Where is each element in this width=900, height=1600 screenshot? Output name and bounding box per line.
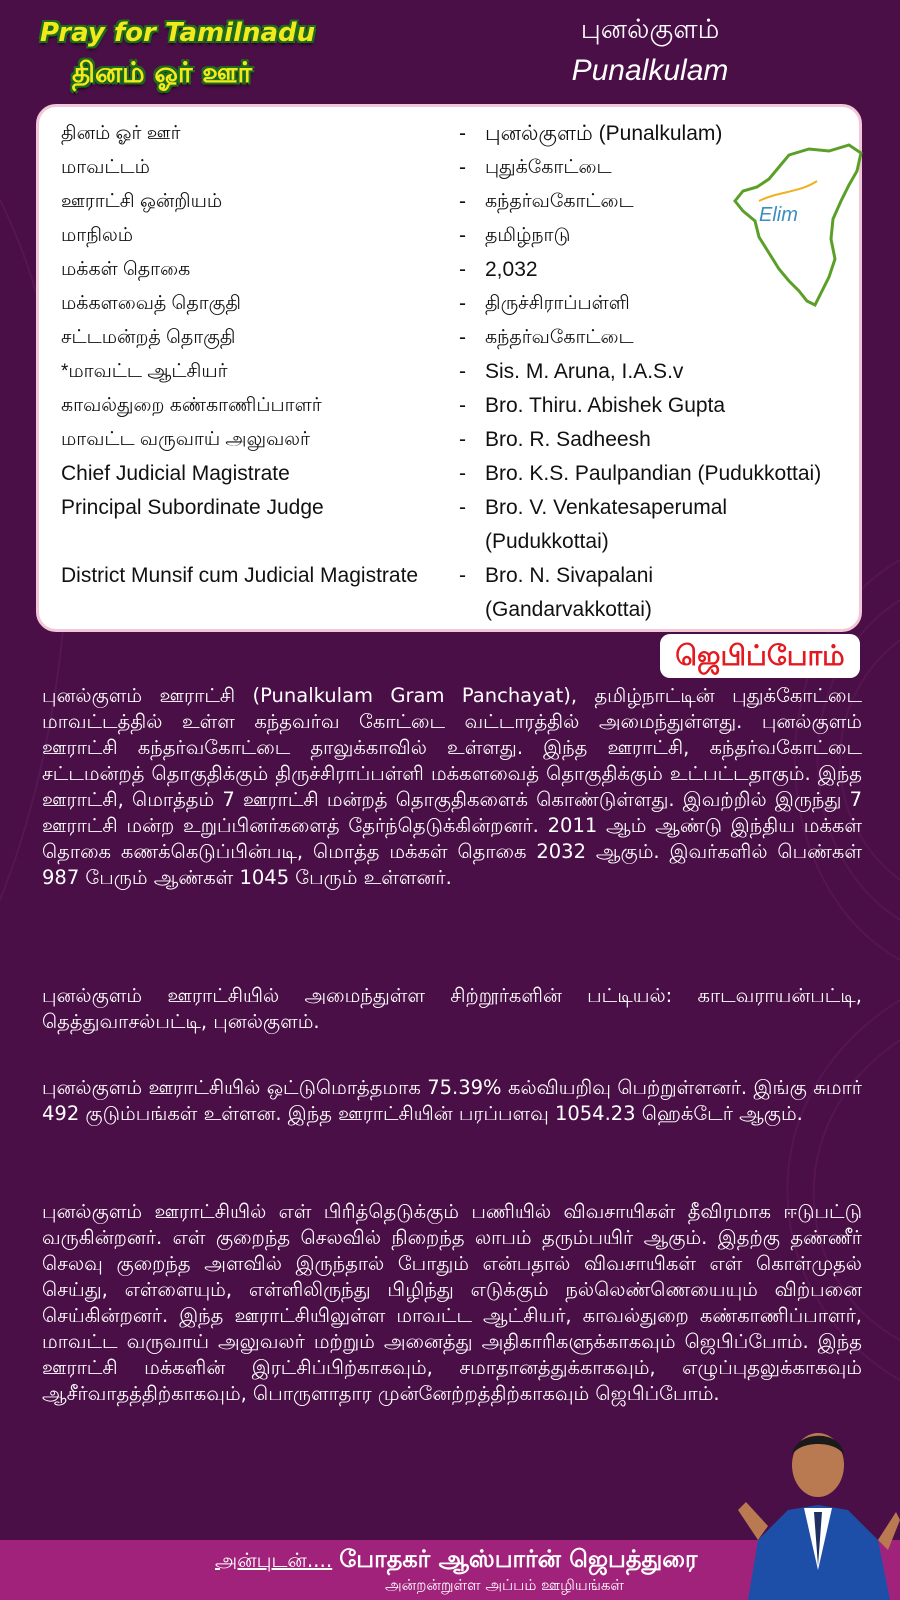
- info-row: காவல்துறை கண்காணிப்பாளர் - Bro. Thiru. Abishek Gupta: [61, 389, 881, 423]
- info-label: சட்டமன்றத் தொகுதி: [61, 327, 236, 348]
- footer-signature: [215, 1545, 697, 1576]
- info-label: *மாவட்ட ஆட்சியர்: [61, 361, 228, 382]
- info-label: மாநிலம்: [61, 225, 134, 246]
- paragraph-literacy: புனல்குளம் ஊராட்சியில் ஒட்டுமொத்தமாக 75.39% கல்வியறிவு பெற்றுள்ளனர். இங்கு சுமார் 492 குடும்பங்கள் உள்ளன. இந்த ஊராட்சியின் பரப்பளவு 1054.23 ஹெக்டேர் ஆகும்.: [42, 1076, 862, 1125]
- info-value-line1: Bro. V. Venkatesaperumal: [485, 496, 728, 519]
- info-value: தமிழ்நாடு: [485, 225, 571, 246]
- info-label: மக்களவைத் தொகுதி: [61, 293, 241, 314]
- info-value: Bro. Thiru. Abishek Gupta: [485, 394, 726, 417]
- info-row: தினம் ஓர் ஊர் - புனல்குளம் (Punalkulam): [61, 117, 881, 151]
- info-value: புனல்குளம் (Punalkulam): [485, 122, 723, 145]
- info-label: Principal Subordinate Judge: [61, 496, 324, 519]
- pray-badge: ஜெபிப்போம்: [660, 634, 860, 678]
- brand-daily-village: தினம் ஓர் ஊர்: [72, 56, 253, 89]
- paragraph-intro: புனல்குளம் ஊராட்சி (Punalkulam Gram Panchayat), தமிழ்நாட்டின் புதுக்கோட்டை மாவட்டத்தில் உள்ள கந்தவர்வ கோட்டை வட்டாரத்தில் அமைந்துள்ளது. புனல்குளம் ஊராட்சி கந்தர்வகோட்டை தாலுக்காவில் உள்ளது. இந்த ஊராட்சி, கந்தர்வகோட்டை சட்டமன்றத் தொகுதிக்கும் திருச்சிராப்பள்ளி மக்களவைத் தொகுதிக்கும் உட்பட்டதாகும். இந்த ஊராட்சி, மொத்தம் 7 ஊராட்சி மன்றத் தொகுதிகளைக் கொண்டுள்ளது. இவற்றில் இருந்து 7 ஊராட்சி மன்ற உறுப்பினர்களைத் தேர்ந்தெடுக்கின்றனர். 2011 ஆம் ஆண்டு இந்திய மக்கள் தொகை கணக்கெடுப்பின்படி, மொத்த மக்கள் தொகை 2032 ஆகும். இவர்களில் பெண்கள் 987 பேரும் ஆண்கள் 1045 பேரும் உள்ளனர்.: [42, 684, 862, 889]
- info-row: ஊராட்சி ஒன்றியம் - கந்தர்வகோட்டை: [61, 185, 881, 219]
- info-row: மக்களவைத் தொகுதி - திருச்சிராப்பள்ளி: [61, 287, 881, 321]
- info-value-line1: Bro. N. Sivapalani: [485, 564, 654, 587]
- page-title-english: Punalkulam: [571, 54, 729, 87]
- paragraph-hamlets: புனல்குளம் ஊராட்சியில் அமைந்துள்ள சிற்றூர்களின் பட்டியல்: காடவராயன்பட்டி, தெத்துவாசல்பட்டி, புனல்குளம்.: [42, 984, 862, 1033]
- info-label: District Munsif cum Judicial Magistrate: [61, 564, 419, 587]
- footer-ministry: அன்றன்றுள்ள அப்பம் ஊழியங்கள்: [385, 1576, 624, 1594]
- info-panel: [36, 104, 862, 632]
- info-row: District Munsif cum Judicial Magistrate - Bro. N. Sivapalani (Gandarvakkottai): [61, 559, 881, 627]
- page-title-tamil: புனல்குளம்: [580, 14, 720, 45]
- info-row: மக்கள் தொகை - 2,032: [61, 253, 881, 287]
- info-value: கந்தர்வகோட்டை: [485, 327, 634, 348]
- info-value: [485, 559, 865, 627]
- info-value: புதுக்கோட்டை: [485, 157, 612, 178]
- tamilnadu-map-icon: [729, 141, 869, 311]
- info-value: Sis. M. Aruna, I.A.S.v: [485, 360, 684, 383]
- info-label: தினம் ஓர் ஊர்: [61, 123, 181, 144]
- info-label: Chief Judicial Magistrate: [61, 462, 290, 485]
- paragraph-prayer: புனல்குளம் ஊராட்சியில் எள் பிரித்தெடுக்கும் பணியில் விவசாயிகள் தீவிரமாக ஈடுபட்டு வருகின்றனர். எள் குறைந்த செலவில் நிறைந்த லாபம் தரும்பயிர் ஆகும். இதற்கு தண்ணீர் செலவு குறைந்த அளவில் இருந்தால் போதும் என்பதால் விவசாயிகள் எள் கொள்முதல் செய்து, எள்ளையும், எள்ளிலிருந்து பிழிந்து எடுக்கும் நல்லெண்ணெயையும் விற்பனை செய்கின்றனர். இந்த ஊராட்சியிலுள்ள மாவட்ட ஆட்சியர், காவல்துறை கண்காணிப்பாளர், மாவட்ட வருவாய் அலுவலர் மற்றும் அனைத்து அதிகாரிகளுக்காகவும் ஜெபிப்போம். இந்த ஊராட்சி மக்களின் இரட்சிப்பிற்காகவும், சமாதானத்துக்காகவும், எழுப்புதலுக்காகவும் ஆசீர்வாதத்திற்காகவும், பொருளாதார முன்னேற்றத்திற்காகவும் ஜெபிப்போம்.: [42, 1200, 862, 1405]
- info-value: கந்தர்வகோட்டை: [485, 191, 634, 212]
- info-label: ஊராட்சி ஒன்றியம்: [61, 191, 223, 212]
- info-value: 2,032: [485, 258, 538, 281]
- brand-pray-for-tamilnadu: Pray for Tamilnadu: [40, 18, 316, 48]
- info-value-line2: (Gandarvakkottai): [485, 598, 652, 621]
- preacher-portrait: [738, 1340, 900, 1600]
- info-row: *மாவட்ட ஆட்சியர் - Sis. M. Aruna, I.A.S.v: [61, 355, 881, 389]
- info-value-line2: (Pudukkottai): [485, 530, 609, 553]
- info-value: [485, 491, 865, 559]
- info-label: மாவட்ட வருவாய் அலுவலர்: [61, 429, 310, 450]
- info-value: Bro. R. Sadheesh: [485, 428, 651, 451]
- elim-logo-text: Elim: [759, 204, 798, 226]
- info-value: திருச்சிராப்பள்ளி: [485, 293, 630, 314]
- info-row: சட்டமன்றத் தொகுதி - கந்தர்வகோட்டை: [61, 321, 881, 355]
- footer-prefix: அன்புடன்....: [215, 1548, 333, 1572]
- info-label: காவல்துறை கண்காணிப்பாளர்: [61, 395, 322, 416]
- info-row: மாவட்டம் - புதுக்கோட்டை: [61, 151, 881, 185]
- info-label: மக்கள் தொகை: [61, 259, 191, 280]
- info-row: Principal Subordinate Judge - Bro. V. Venkatesaperumal (Pudukkottai): [61, 491, 881, 559]
- info-row: மாவட்ட வருவாய் அலுவலர் - Bro. R. Sadheesh: [61, 423, 881, 457]
- info-row: மாநிலம் - தமிழ்நாடு: [61, 219, 881, 253]
- info-label: மாவட்டம்: [61, 157, 150, 178]
- info-row: Chief Judicial Magistrate - Bro. K.S. Paulpandian (Pudukkottai): [61, 457, 881, 491]
- info-value: Bro. K.S. Paulpandian (Pudukkottai): [485, 462, 822, 485]
- footer-name: போதகர் ஆஸ்பார்ன் ஜெபத்துரை: [339, 1545, 698, 1573]
